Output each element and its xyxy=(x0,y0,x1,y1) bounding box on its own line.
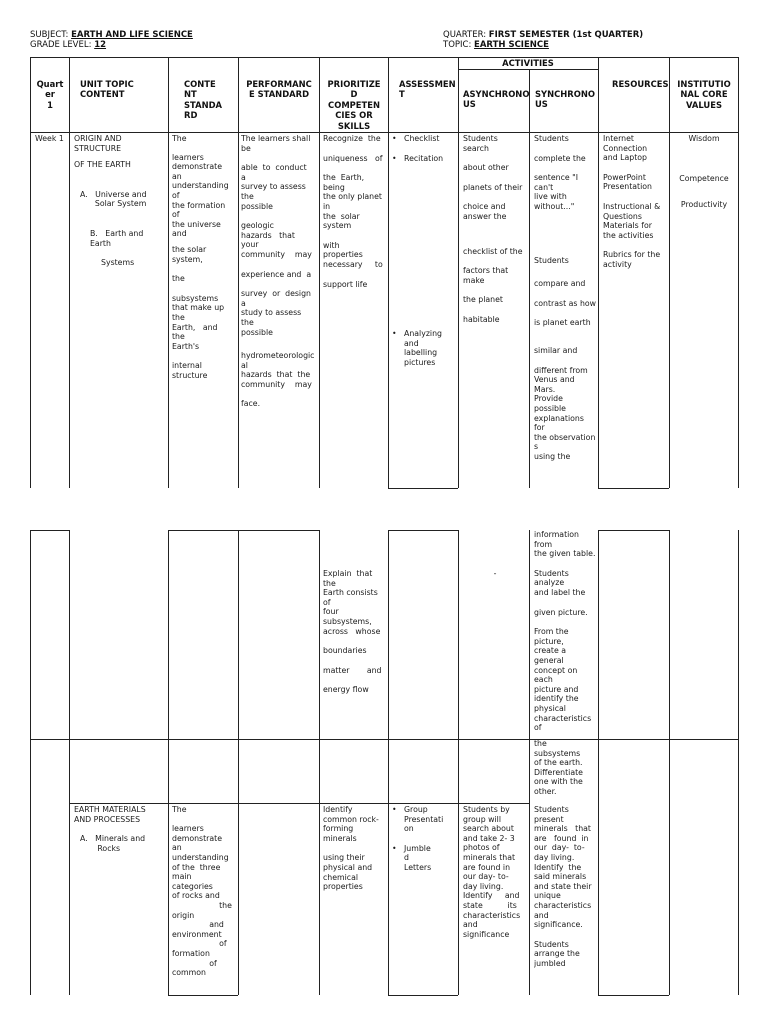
sync-activities-row3-top: the subsystems of the earth. Differentiate one with the other. xyxy=(534,739,583,796)
competency-line: using their physical and chemical properties xyxy=(323,853,373,892)
resource-item: PowerPoint Presentation xyxy=(603,172,652,192)
quarter-label: QUARTER: xyxy=(443,30,489,40)
grade-line xyxy=(30,40,106,50)
col-assessment-header: ASSESSMEN T xyxy=(399,79,456,100)
sync-line: information from the given table. xyxy=(534,530,596,559)
sync-line: Students xyxy=(534,255,569,265)
async-line: factors that make xyxy=(463,266,509,285)
unit-title: EARTH MATERIALS AND PROCESSES xyxy=(74,805,146,824)
unit-cell-row1 xyxy=(74,134,168,268)
sync-line: compare and xyxy=(534,279,586,289)
assessment-item: • Recitation xyxy=(392,154,458,164)
quarter-value: FIRST SEMESTER (1st QUARTER) xyxy=(488,30,644,40)
sync-line: complete the xyxy=(534,153,586,163)
content-line: the solar system, xyxy=(172,244,207,264)
async-line: checklist of the xyxy=(463,246,523,256)
resource-item: Internet Connection and Laptop xyxy=(603,134,648,163)
col-sync-header: SYNCHRONO US xyxy=(535,89,595,110)
col-resources-header: RESOURCES xyxy=(612,79,669,89)
async-activities-row2: - xyxy=(493,569,497,578)
performance-line: survey or design a study to assess the possible xyxy=(241,289,311,337)
competency-line: support life xyxy=(323,279,368,289)
sync-line: sentence "I can't live with without..." xyxy=(534,173,579,211)
sync-line: is planet earth xyxy=(534,318,591,328)
content-standard-row3: The learners demonstrate an understanding of the three main categories of rocks and the origin and environment of formation of common xyxy=(172,805,232,978)
sync-line: contrast as how xyxy=(534,298,597,308)
quarter-line xyxy=(443,30,643,40)
competency-line: the Earth, being the only planet in the solar system xyxy=(323,173,382,231)
col-performance-header: PERFORMANC E STANDARD xyxy=(246,79,312,100)
unit-item-a: A. Minerals and Rocks xyxy=(80,834,146,853)
grade-label: GRADE LEVEL: xyxy=(30,40,95,50)
core-values-row1 xyxy=(670,134,738,210)
topic-line xyxy=(443,40,549,50)
sync-line: Students arrange the jumbled xyxy=(534,939,580,968)
competency-line: Recognize the xyxy=(323,134,381,143)
unit-item-b2: Systems xyxy=(101,258,135,268)
assessment-item: • Jumble d Letters xyxy=(392,844,458,873)
async-line: the planet xyxy=(463,295,503,305)
col-async-header: ASYNCHRONO US xyxy=(463,89,530,110)
assessment-item: • Checklist xyxy=(392,134,458,144)
content-line: learners demonstrate an understanding of the formation of the universe and xyxy=(172,152,229,239)
unit-title: ORIGIN AND STRUCTURE xyxy=(74,134,122,153)
resource-item: Rubrics for the activity xyxy=(603,250,661,269)
week-label: Week 1 xyxy=(35,134,64,143)
sync-line: Students present minerals that are found in our day- to- day living. Identify the said minerals and state their unique characteristics and significance. xyxy=(534,805,592,930)
subject-label: SUBJECT: xyxy=(30,30,72,40)
core-value-item: Productivity xyxy=(680,200,728,210)
performance-standard-row1 xyxy=(241,134,318,409)
async-activities-row1 xyxy=(463,134,529,325)
subject-value: EARTH AND LIFE SCIENCE xyxy=(71,30,193,40)
performance-line: face. xyxy=(241,399,261,409)
async-line: about other xyxy=(463,163,509,173)
sync-activities-row1 xyxy=(534,134,598,488)
content-standard-row1 xyxy=(172,134,238,380)
content-line: The xyxy=(172,134,187,143)
assessment-item: • Analyzing and labelling pictures xyxy=(392,329,458,367)
topic-label: TOPIC: xyxy=(443,40,475,50)
async-line: choice and answer the xyxy=(463,202,507,221)
competency-line: boundaries xyxy=(323,646,367,656)
sync-line: Students xyxy=(534,134,569,143)
content-line: the xyxy=(172,274,185,284)
sync-line: From the picture, create a general concept on each picture and identify the physical characteristics of xyxy=(534,627,592,733)
col-activities-header: ACTIVITIES xyxy=(502,58,554,68)
content-line: subsystems that make up the Earth, and the Earth's xyxy=(172,293,225,351)
competency-line: energy flow xyxy=(323,685,369,695)
performance-line: The learners shall be xyxy=(241,134,311,153)
performance-line: able to conduct a survey to assess the possible xyxy=(241,163,307,211)
competency-line: matter and xyxy=(323,665,382,675)
assessment-row3 xyxy=(392,805,458,873)
prioritized-competencies-row2 xyxy=(323,569,388,695)
col-values-header: INSTITUTIO NAL CORE VALUES xyxy=(677,79,731,110)
col-content-header: CONTE NT STANDA RD xyxy=(184,79,223,121)
core-value-item: Wisdom xyxy=(688,134,720,143)
async-activities-row3: Students by group will search about and take 2- 3 photos of minerals that are found in our day- to- day living. Identify and state its characteristics and significance xyxy=(463,805,521,939)
sync-line: given picture. xyxy=(534,607,588,617)
sync-activities-row3 xyxy=(534,805,598,993)
performance-line: experience and a xyxy=(241,269,312,279)
grade-value: 12 xyxy=(94,40,107,50)
sync-line: Students analyze and label the xyxy=(534,568,586,597)
core-value-item: Competence xyxy=(679,173,729,183)
col-unit-header: UNIT TOPIC CONTENT xyxy=(80,79,134,100)
resource-item: Instructional & Questions Materials for the activities xyxy=(603,201,661,240)
unit-cell-row3 xyxy=(74,805,168,853)
assessment-row1 xyxy=(392,134,458,368)
col-quarter-header: Quart er 1 xyxy=(36,79,64,110)
async-line: habitable xyxy=(463,314,500,324)
topic-value: EARTH SCIENCE xyxy=(474,40,549,50)
competency-line: uniqueness of xyxy=(323,153,383,163)
resources-row1 xyxy=(603,134,669,270)
performance-line: geologic hazards that your community may xyxy=(241,221,312,259)
content-line: internal structure xyxy=(172,361,208,380)
assessment-item: • Group Presentati on xyxy=(392,805,458,834)
unit-subtitle: OF THE EARTH xyxy=(74,160,131,170)
competency-line: Identify common rock- forming minerals xyxy=(323,805,379,843)
prioritized-competencies-row3 xyxy=(323,805,388,892)
col-prioritized-header: PRIORITIZE D COMPETEN CIES OR SKILLS xyxy=(327,79,381,131)
prioritized-competencies-row1 xyxy=(323,134,388,289)
async-line: planets of their xyxy=(463,182,523,192)
competency-line: Explain that the Earth consists of four subsystems, across whose xyxy=(323,569,381,636)
subject-line xyxy=(30,30,193,40)
sync-line: similar and xyxy=(534,345,578,355)
sync-line: different from Venus and Mars. Provide possible explanations for the observation s using the xyxy=(534,365,596,461)
competency-line: with properties necessary to xyxy=(323,240,383,269)
performance-line: hydrometeorologic al hazards that the community may xyxy=(241,351,315,389)
unit-item-a: A. Universe and Solar System xyxy=(80,189,147,209)
unit-item-b: B. Earth and Earth xyxy=(90,228,144,248)
async-line: Students search xyxy=(463,134,498,153)
sync-activities-row2 xyxy=(534,530,598,733)
